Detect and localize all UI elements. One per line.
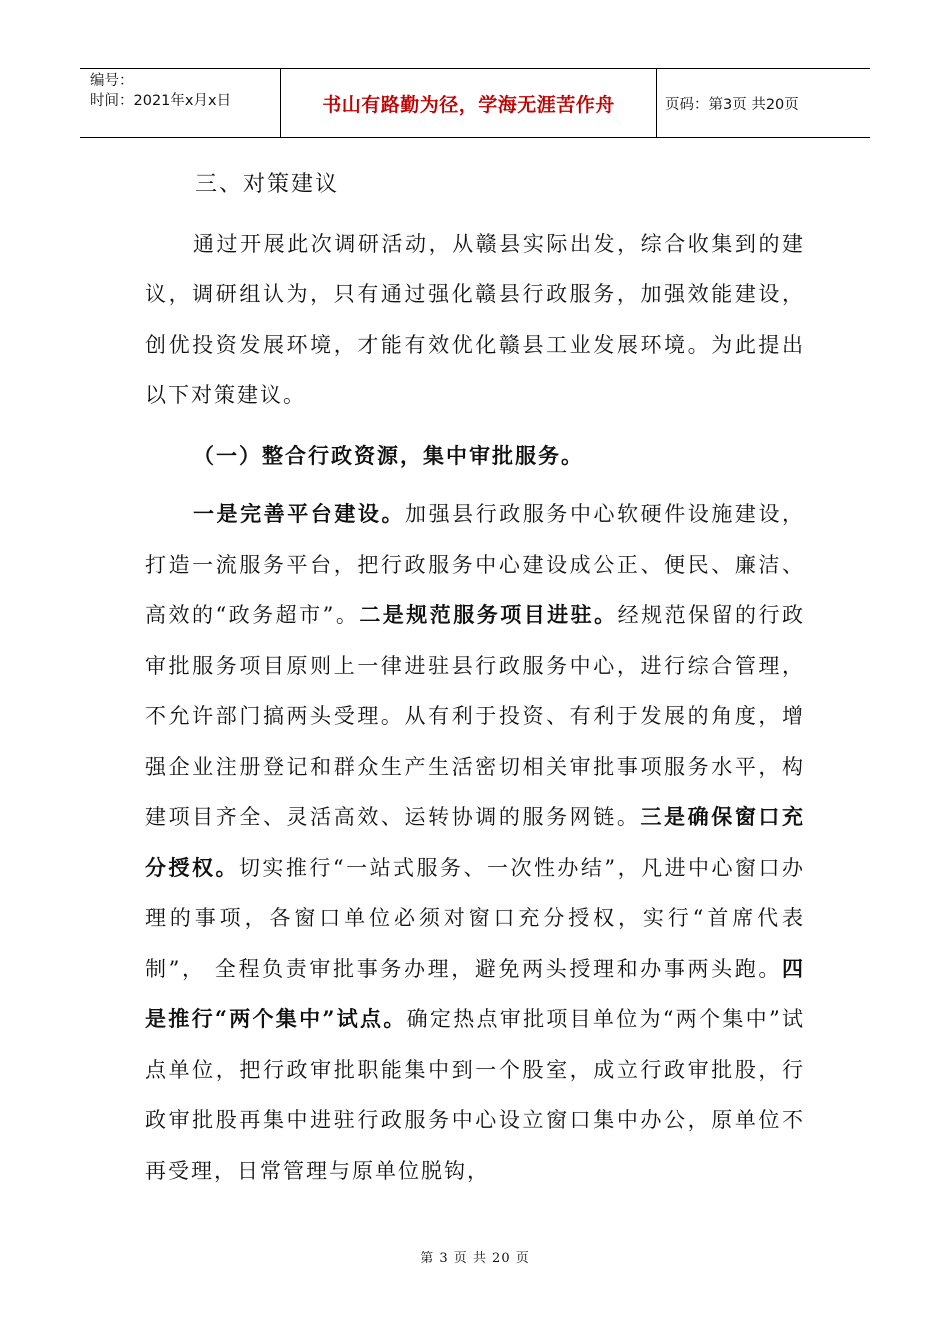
point-1-text: 加强县行政服务中心软硬件设施建设，打造一流服务平台，把行政服务中心建设成公正、便民、廉洁、高效的“政务超市”。	[145, 502, 806, 627]
point-3-text: 切实推行“一站式服务、一次性办结”，凡进中心窗口办理的事项，各窗口单位必须对窗口充分授权，实行“首席代表制”， 全程负责审批事务办理，避免两头授理和办事两头跑。	[145, 855, 805, 981]
section-title: 三、对策建议	[195, 172, 340, 197]
point-3-heading: 三是确保窗口充分授权。	[145, 804, 806, 880]
point-2-heading: 二是规范服务项目进驻。	[359, 602, 618, 627]
header-meta	[80, 69, 281, 137]
document-number-label: 编号：	[90, 73, 134, 89]
page-footer: 第 3 页 共 20 页	[420, 1251, 530, 1266]
section-intro-paragraph: 通过开展此次调研活动，从赣县实际出发，综合收集到的建议，调研组认为，只有通过强化赣县行政服务，加强效能建设，创优投资发展环境，才能有效优化赣县工业发展环境。为此提出以下对策建议。	[145, 231, 805, 407]
point-2-text: 经规范保留的行政审批服务项目原则上一律进驻县行政服务中心，进行综合管理，不允许部门搞两头受理。从有利于投资、有利于发展的角度，增强企业注册登记和群众生产生活密切相关审批事项服务水平，构建项目齐全、灵活高效、运转协调的服务网链。	[145, 603, 806, 829]
subsection-title: （一）整合行政资源，集中审批服务。	[193, 442, 584, 468]
document-time-label: 时间：2021年x月x日	[90, 93, 232, 109]
point-4-text: 确定热点审批项目单位为“两个集中”试点单位，把行政审批职能集中到一个股室，成立行政审批股，行政审批股再集中进驻行政服务中心设立窗口集中办公，原单位不再受理，日常管理与原单位脱钩，	[145, 1007, 805, 1183]
point-1-heading: 一是完善平台建设。	[193, 501, 406, 526]
subsection-paragraph	[145, 489, 805, 1196]
header-motto: 书山有路勤为径，学海无涯苦作舟	[281, 69, 657, 137]
point-4-heading: 四是推行“两个集中”试点。	[145, 955, 805, 1031]
header-page-number: 页码：第3页 共20页	[665, 96, 799, 113]
document-header	[80, 68, 870, 138]
document-body	[145, 160, 805, 1196]
